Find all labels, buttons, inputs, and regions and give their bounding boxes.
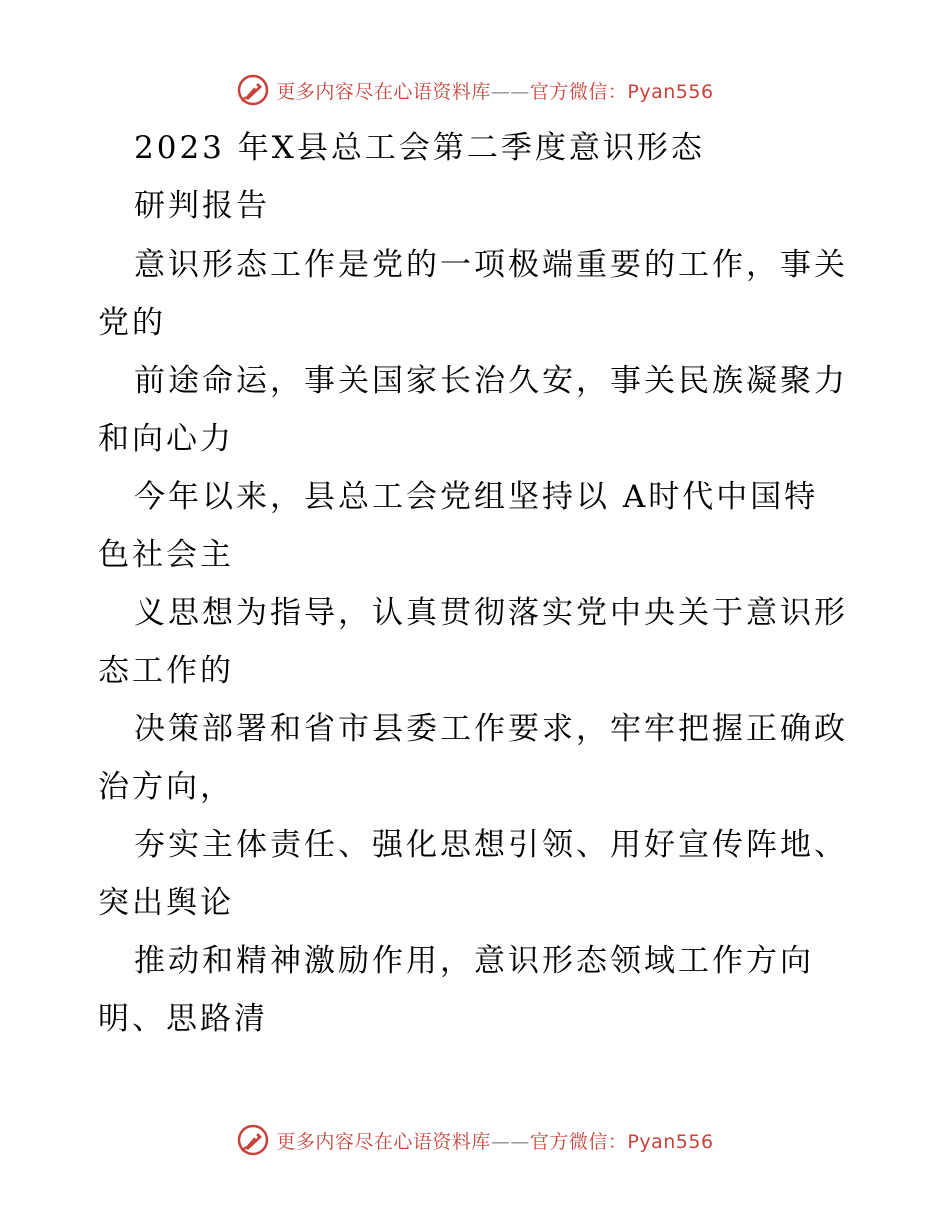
footer-banner: [0, 1120, 950, 1160]
paragraph-6-line-2: 突出舆论: [98, 885, 234, 921]
paragraph-2-line-1: 前途命运，事关国家长治久安，事关民族凝聚力: [134, 363, 848, 399]
paragraph-5-line-1: 决策部署和省市县委工作要求，牢牢把握正确政: [134, 711, 848, 747]
footer-banner-content: [236, 1123, 713, 1157]
document-title-line-1: 2023 年X县总工会第二季度意识形态: [134, 130, 705, 166]
paragraph-7-line-1: 推动和精神激励作用，意识形态领域工作方向: [134, 943, 814, 979]
paragraph-3-line-1: 今年以来，县总工会党组坚持以 A时代中国特: [134, 479, 819, 515]
paragraph-7-line-2: 明、思路清: [98, 1001, 268, 1037]
paragraph-4-line-1: 义思想为指导，认真贯彻落实党中央关于意识形: [134, 595, 848, 631]
paragraph-6-line-1: 夯实主体责任、强化思想引领、用好宣传阵地、: [134, 827, 848, 863]
paragraph-3-line-2: 色社会主: [98, 537, 234, 573]
pen-nib-logo-icon: [236, 73, 270, 107]
pen-nib-logo-icon: [236, 1123, 270, 1157]
paragraph-1-line-2: 党的: [98, 305, 166, 341]
paragraph-2-line-2: 和向心力: [98, 421, 234, 457]
document-title-line-2: 研判报告: [134, 188, 270, 224]
paragraph-5-line-2: 治方向，: [98, 769, 234, 805]
footer-banner-text: 更多内容尽在心语资料库——官方微信：Pyan556: [276, 1130, 714, 1153]
paragraph-1-line-1: 意识形态工作是党的一项极端重要的工作，事关: [134, 247, 848, 283]
paragraph-4-line-2: 态工作的: [98, 653, 234, 689]
header-banner-text: 更多内容尽在心语资料库——官方微信：Pyan556: [276, 80, 714, 103]
header-banner-content: [236, 73, 713, 107]
header-banner: [0, 70, 950, 110]
